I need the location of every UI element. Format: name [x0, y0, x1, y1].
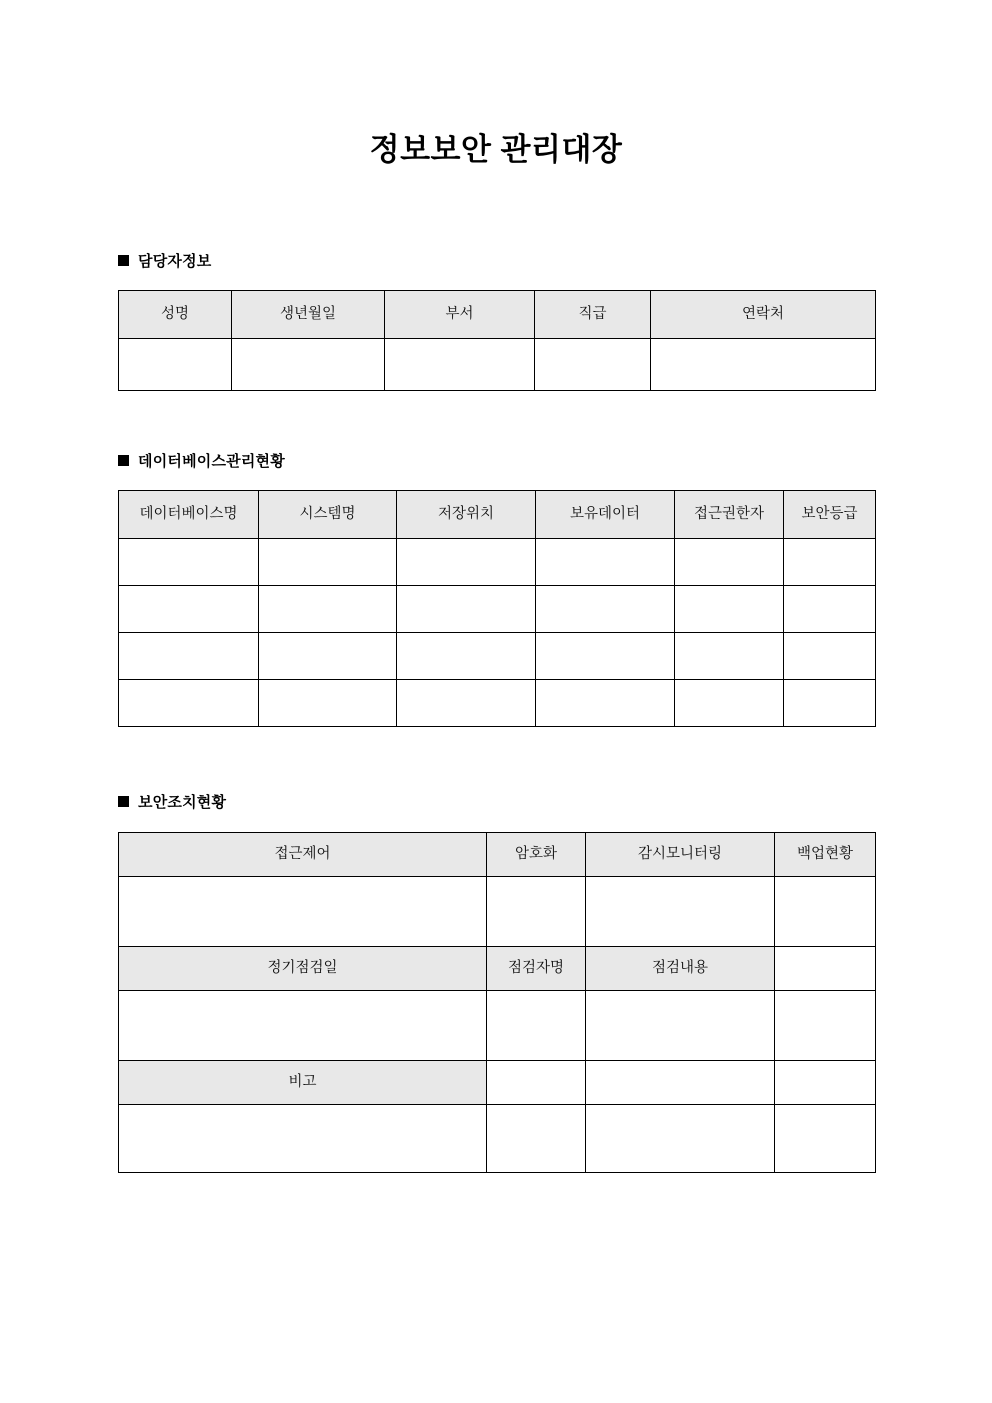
table-header-row [119, 291, 876, 339]
cell-held-data[interactable] [536, 586, 675, 633]
square-bullet-icon [118, 255, 129, 266]
cell-inspection-spacer[interactable] [775, 991, 876, 1061]
cell-access-authorizer[interactable] [675, 539, 784, 586]
cell-held-data[interactable] [536, 539, 675, 586]
section-heading-security-measures [118, 791, 226, 812]
column-header-name: 성명 [119, 291, 232, 339]
cell-access-authorizer[interactable] [675, 586, 784, 633]
table-row [119, 1105, 876, 1173]
table-row [119, 991, 876, 1061]
table-row [119, 339, 876, 391]
table-header-row [119, 1061, 876, 1105]
cell-remarks-col-2[interactable] [487, 1105, 586, 1173]
column-header-system-name: 시스템명 [259, 491, 397, 539]
cell-contact[interactable] [651, 339, 876, 391]
cell-security-grade[interactable] [784, 633, 876, 680]
cell-remarks-spacer-3[interactable] [775, 1061, 876, 1105]
cell-access-authorizer[interactable] [675, 633, 784, 680]
column-header-department: 부서 [385, 291, 535, 339]
cell-inspection-detail[interactable] [586, 991, 775, 1061]
cell-database-name[interactable] [119, 633, 259, 680]
section-heading-database-status [118, 450, 285, 471]
cell-storage-location[interactable] [397, 539, 536, 586]
column-header-position: 직급 [535, 291, 651, 339]
cell-access-authorizer[interactable] [675, 680, 784, 727]
cell-security-grade[interactable] [784, 586, 876, 633]
cell-storage-location[interactable] [397, 680, 536, 727]
column-header-inspection-detail: 점검내용 [586, 947, 775, 991]
cell-inspector-name[interactable] [487, 991, 586, 1061]
database-status-table [118, 490, 876, 727]
cell-monitoring[interactable] [586, 877, 775, 947]
column-header-inspection-date: 정기점검일 [119, 947, 487, 991]
table-header-row [119, 947, 876, 991]
table-header-row [119, 491, 876, 539]
cell-held-data[interactable] [536, 633, 675, 680]
table-row [119, 633, 876, 680]
cell-system-name[interactable] [259, 680, 397, 727]
table-row [119, 680, 876, 727]
table-row [119, 539, 876, 586]
square-bullet-icon [118, 796, 129, 807]
cell-remarks-col-3[interactable] [586, 1105, 775, 1173]
cell-held-data[interactable] [536, 680, 675, 727]
cell-inspection-date[interactable] [119, 991, 487, 1061]
column-header-held-data: 보유데이터 [536, 491, 675, 539]
column-header-database-name: 데이터베이스명 [119, 491, 259, 539]
cell-birthdate[interactable] [232, 339, 385, 391]
person-info-table [118, 290, 876, 391]
cell-storage-location[interactable] [397, 633, 536, 680]
column-header-security-grade: 보안등급 [784, 491, 876, 539]
cell-database-name[interactable] [119, 680, 259, 727]
table-row [119, 877, 876, 947]
column-header-birthdate: 생년월일 [232, 291, 385, 339]
cell-remarks-spacer-1[interactable] [487, 1061, 586, 1105]
cell-database-name[interactable] [119, 539, 259, 586]
cell-remarks[interactable] [119, 1105, 487, 1173]
section-heading-label: 데이터베이스관리현황 [138, 453, 285, 470]
cell-empty-header-spacer[interactable] [775, 947, 876, 991]
table-row [119, 586, 876, 633]
column-header-access-authorizer: 접근권한자 [675, 491, 784, 539]
column-header-inspector-name: 점검자명 [487, 947, 586, 991]
cell-backup-status[interactable] [775, 877, 876, 947]
page-title: 정보보안 관리대장 [369, 132, 623, 167]
cell-position[interactable] [535, 339, 651, 391]
cell-security-grade[interactable] [784, 539, 876, 586]
cell-access-control[interactable] [119, 877, 487, 947]
cell-name[interactable] [119, 339, 232, 391]
table-header-row [119, 833, 876, 877]
section-heading-person-info [118, 250, 211, 271]
column-header-contact: 연락처 [651, 291, 876, 339]
security-measures-table [118, 832, 876, 1173]
column-header-monitoring: 감시모니터링 [586, 833, 775, 877]
column-header-encryption: 암호화 [487, 833, 586, 877]
cell-department[interactable] [385, 339, 535, 391]
cell-system-name[interactable] [259, 539, 397, 586]
square-bullet-icon [118, 455, 129, 466]
column-header-access-control: 접근제어 [119, 833, 487, 877]
section-heading-label: 보안조치현황 [138, 794, 227, 811]
column-header-backup-status: 백업현황 [775, 833, 876, 877]
cell-security-grade[interactable] [784, 680, 876, 727]
cell-remarks-spacer-2[interactable] [586, 1061, 775, 1105]
cell-database-name[interactable] [119, 586, 259, 633]
cell-remarks-col-4[interactable] [775, 1105, 876, 1173]
section-heading-label: 담당자정보 [138, 253, 212, 270]
column-header-remarks: 비고 [119, 1061, 487, 1105]
column-header-storage-location: 저장위치 [397, 491, 536, 539]
cell-system-name[interactable] [259, 633, 397, 680]
cell-system-name[interactable] [259, 586, 397, 633]
cell-encryption[interactable] [487, 877, 586, 947]
cell-storage-location[interactable] [397, 586, 536, 633]
